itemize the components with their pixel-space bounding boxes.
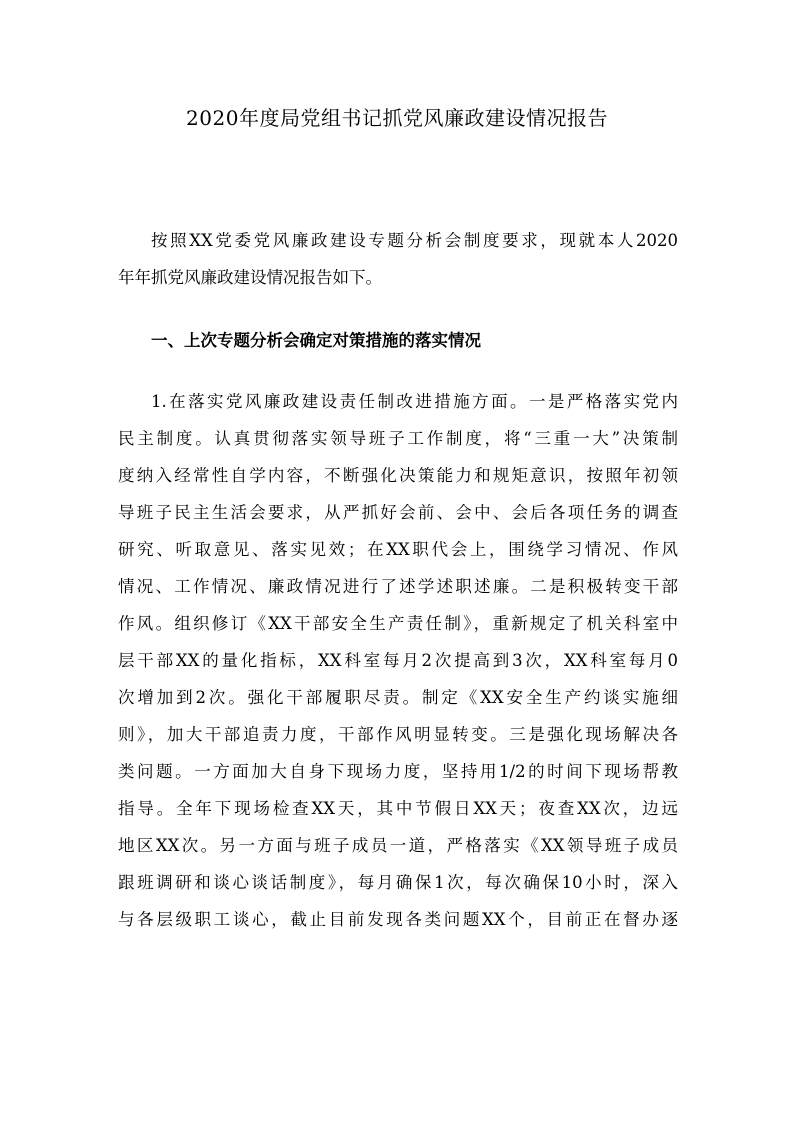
body-line: 类问题。一方面加大自身下现场力度，坚持用1/2的时间下现场帮教 xyxy=(118,762,678,781)
body-paragraph xyxy=(118,383,678,938)
body-line: 指导。全年下现场检查XX天，其中节假日XX天；夜查XX次，边远 xyxy=(118,799,678,818)
body-line: 民主制度。认真贯彻落实领导班子工作制度，将“三重一大”决策制 xyxy=(118,429,678,448)
body-line: 导班子民主生活会要求，从严抓好会前、会中、会后各项任务的调查 xyxy=(118,503,678,522)
body-line: 度纳入经常性自学内容，不断强化决策能力和规矩意识，按照年初领 xyxy=(118,466,678,485)
body-line: 地区XX次。另一方面与班子成员一道，严格落实《XX领导班子成员 xyxy=(118,836,678,855)
body-line: 层干部XX的量化指标，XX科室每月2次提高到3次，XX科室每月0 xyxy=(118,651,678,670)
intro-line: 按照XX党委党风廉政建设专题分析会制度要求，现就本人2020 xyxy=(151,231,678,250)
body-line: 与各层级职工谈心，截止目前发现各类问题XX个，目前正在督办逐 xyxy=(118,910,678,929)
body-line: 作风。组织修订《XX干部安全生产责任制》，重新规定了机关科室中 xyxy=(118,614,678,633)
section-heading: 一、上次专题分析会确定对策措施的落实情况 xyxy=(151,331,481,350)
body-line: 跟班调研和谈心谈话制度》，每月确保1次，每次确保10小时，深入 xyxy=(118,873,678,892)
body-line: 情况、工作情况、廉政情况进行了述学述职述廉。二是积极转变干部 xyxy=(118,577,678,596)
body-line: 则》，加大干部追责力度，干部作风明显转变。三是强化现场解决各 xyxy=(118,725,678,744)
intro-line: 年年抓党风廉政建设情况报告如下。 xyxy=(118,268,382,287)
body-line: 1.在落实党风廉政建设责任制改进措施方面。一是严格落实党内 xyxy=(151,392,678,411)
document-title: 2020年度局党组书记抓党风廉政建设情况报告 xyxy=(186,106,608,130)
body-line: 次增加到2次。强化干部履职尽责。制定《XX安全生产约谈实施细 xyxy=(118,688,678,707)
intro-paragraph xyxy=(118,222,678,296)
body-line: 研究、听取意见、落实见效；在XX职代会上，围绕学习情况、作风 xyxy=(118,540,678,559)
